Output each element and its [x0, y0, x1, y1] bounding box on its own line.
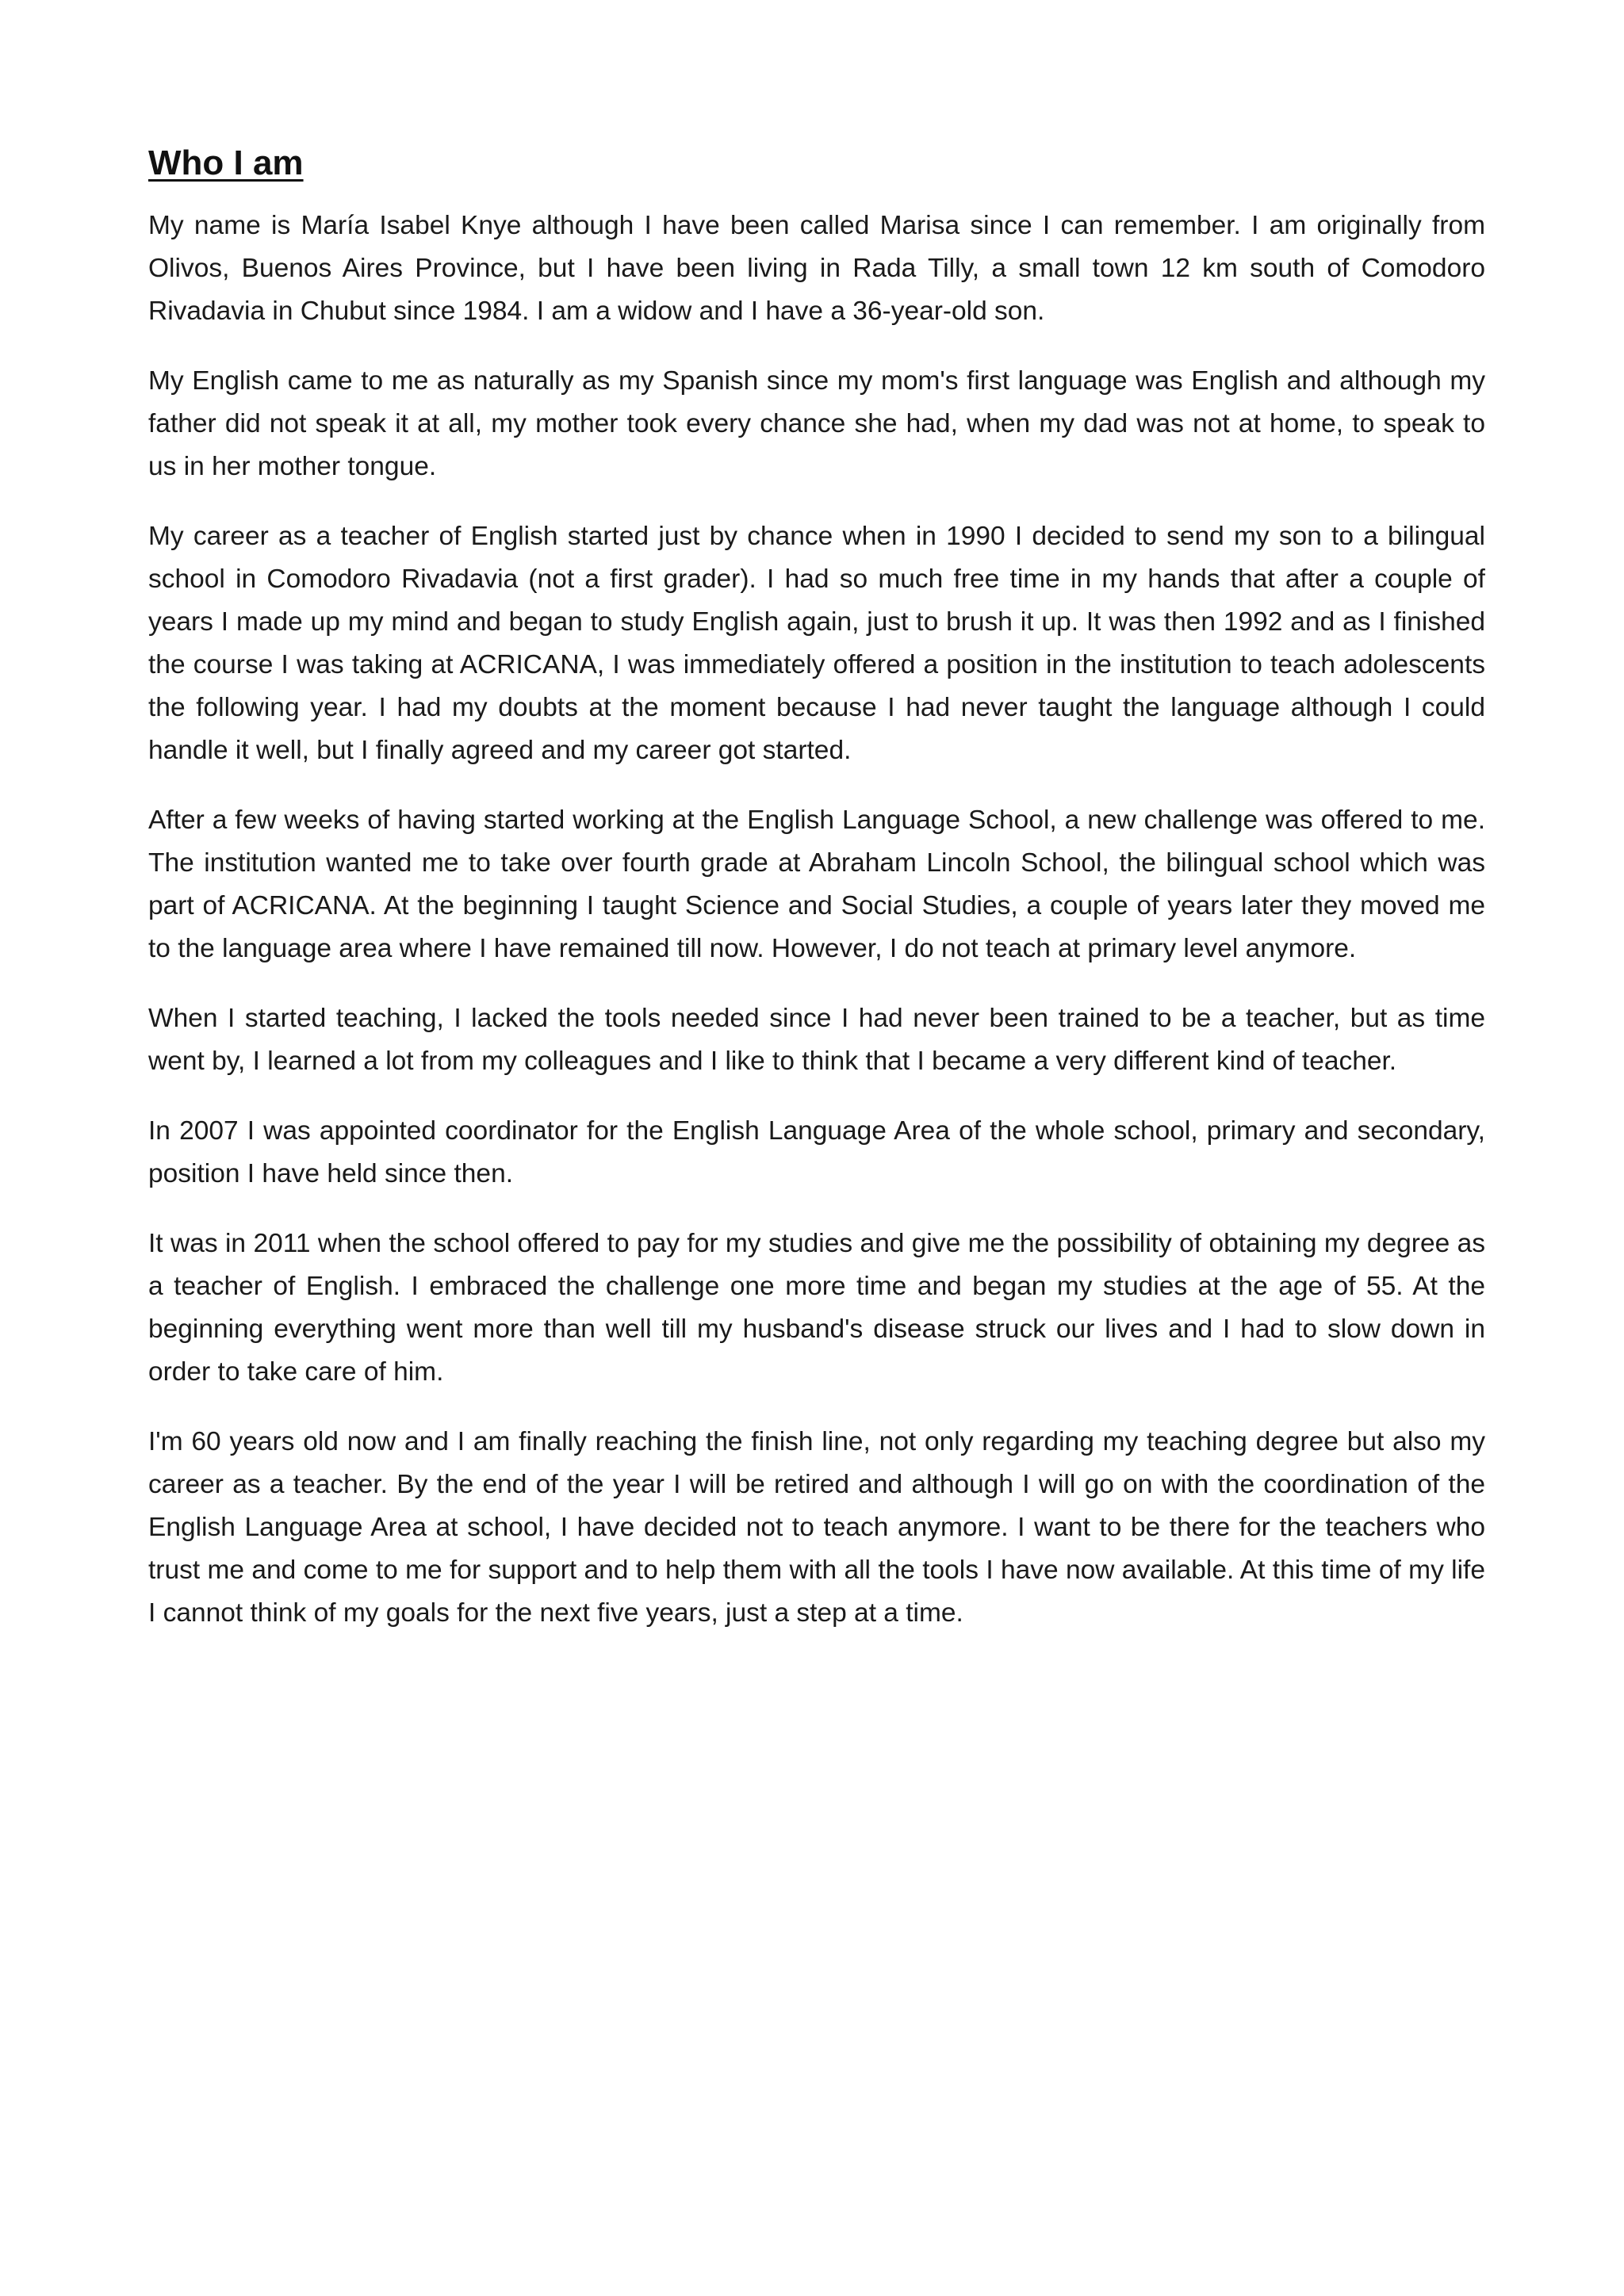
- document-title: Who I am: [148, 144, 304, 182]
- paragraph-studies: It was in 2011 when the school offered to pay for my studies and give me the possibility of obtaining my degree as a teacher of English. I embraced the challenge one more time and began my studies at the age of 55. At the beginning everything went more than well till my husband's disease struck our lives and I had to slow down in order to take care of him.: [148, 1229, 1485, 1387]
- paragraph-intro: My name is María Isabel Knye although I have been called Marisa since I can remember. I am originally from Olivos, Buenos Aires Province, but I have been living in Rada Tilly, a small town 12 km south of Comodoro Rivadavia in Chubut since 1984. I am a widow and I have a 36-year-old son.: [148, 211, 1485, 326]
- paragraph-retirement: I'm 60 years old now and I am finally reaching the finish line, not only regarding my teaching degree but also my career as a teacher. By the end of the year I will be retired and although I will go on with the coordination of the English Language Area at school, I have decided not to teach anymore. I want to be there for the teachers who trust me and come to me for support and to help them with all the tools I have now available. At this time of my life I cannot think of my goals for the next five years, just a step at a time.: [148, 1427, 1485, 1628]
- document-page: [148, 141, 1485, 1662]
- paragraph-english-origin: My English came to me as naturally as my Spanish since my mom's first language was English and although my father did not speak it at all, my mother took every chance she had, when my dad was not at home, to speak to us in her mother tongue.: [148, 366, 1485, 481]
- paragraph-career-start: My career as a teacher of English started just by chance when in 1990 I decided to send my son to a bilingual school in Comodoro Rivadavia (not a first grader). I had so much free time in my hands that after a couple of years I made up my mind and began to study English again, just to brush it up. It was then 1992 and as I finished the course I was taking at ACRICANA, I was immediately offered a position in the institution to teach adolescents the following year. I had my doubts at the moment because I had never taught the language although I could handle it well, but I finally agreed and my career got started.: [148, 522, 1485, 765]
- paragraph-coordinator: In 2007 I was appointed coordinator for the English Language Area of the whole school, primary and secondary, position I have held since then.: [148, 1116, 1485, 1188]
- paragraph-new-challenge: After a few weeks of having started working at the English Language School, a new challenge was offered to me. The institution wanted me to take over fourth grade at Abraham Lincoln School, the bilingual school which was part of ACRICANA. At the beginning I taught Science and Social Studies, a couple of years later they moved me to the language area where I have remained till now. However, I do not teach at primary level anymore.: [148, 806, 1485, 963]
- paragraph-learning: When I started teaching, I lacked the tools needed since I had never been trained to be a teacher, but as time went by, I learned a lot from my colleagues and I like to think that I became a very different kind of teacher.: [148, 1004, 1485, 1076]
